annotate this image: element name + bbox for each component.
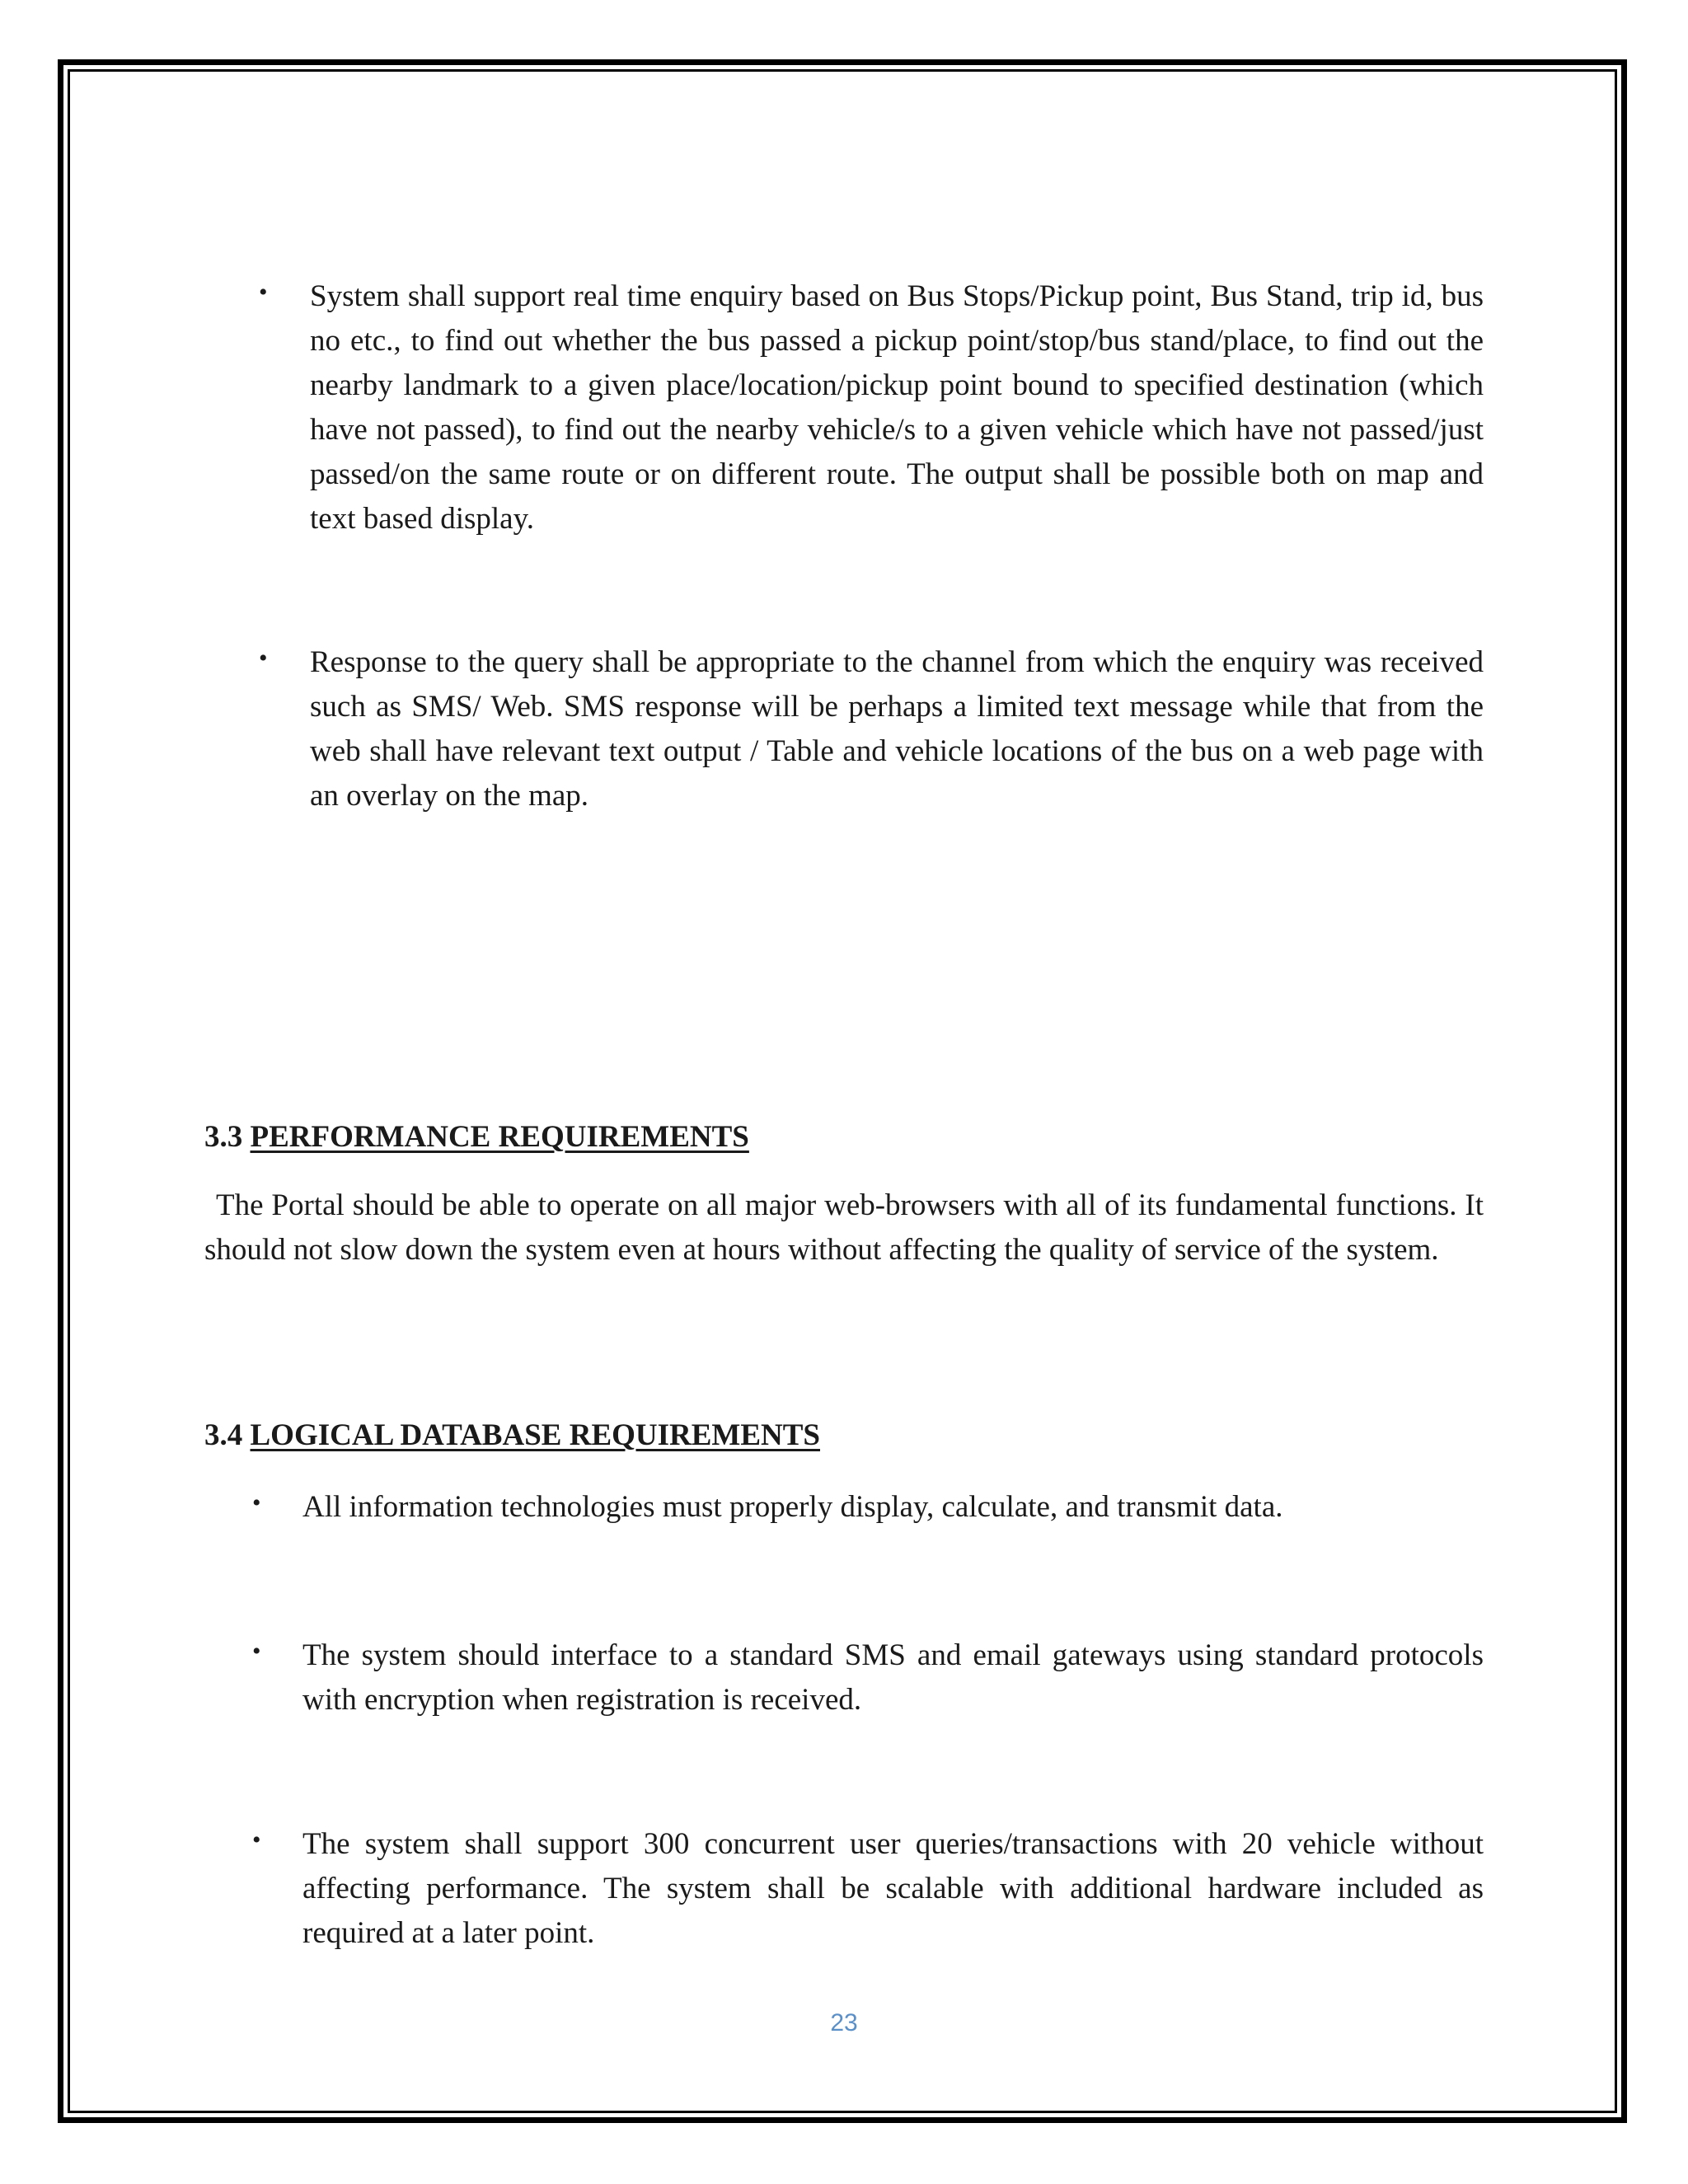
bullet-icon: •	[252, 1826, 261, 1854]
bullet-icon: •	[252, 1638, 261, 1665]
list-item: System shall support real time enquiry based on Bus Stops/Pickup point, Bus Stand, trip id, bus no etc., to find out whether the bus passed a pickup point/stop/bus stand/place, to find out the nearby landmark to a given place/location/pickup point bound to specified destination (which have not passed), to find out the nearby vehicle/s to a given vehicle which have not passed/just passed/on the same route or on different route. The output shall be possible both on map and text based display.	[310, 279, 1484, 536]
section-title: PERFORMANCE REQUIREMENTS	[250, 1120, 749, 1154]
bullet-icon: •	[259, 644, 268, 672]
performance-paragraph: The Portal should be able to operate on all major web-browsers with all of its fundamental functions. It should not slow down the system even at hours without affecting the quality of service of the system.	[204, 1188, 1484, 1267]
section-heading-logical-database	[204, 1413, 820, 1458]
list-item: Response to the query shall be appropriate to the channel from which the enquiry was received such as SMS/ Web. SMS response will be perhaps a limited text message while that from the web shall have relevant text output / Table and vehicle locations of the bus on a web page with an overlay on the map.	[310, 645, 1484, 813]
list-item: All information technologies must properly display, calculate, and transmit data.	[302, 1490, 1283, 1524]
page-number: 23	[830, 2009, 858, 2036]
bullet-icon: •	[259, 279, 268, 306]
list-item: The system shall support 300 concurrent user queries/transactions with 20 vehicle without affecting performance. The system shall be scalable with additional hardware included as required at a later point.	[302, 1827, 1484, 1950]
list-item: The system should interface to a standard SMS and email gateways using standard protocols with encryption when registration is received.	[302, 1638, 1484, 1717]
section-heading-performance	[204, 1115, 749, 1160]
section-number: 3.3	[204, 1120, 243, 1154]
section-number: 3.4	[204, 1418, 243, 1452]
section-title: LOGICAL DATABASE REQUIREMENTS	[250, 1418, 820, 1452]
bullet-icon: •	[252, 1489, 261, 1516]
